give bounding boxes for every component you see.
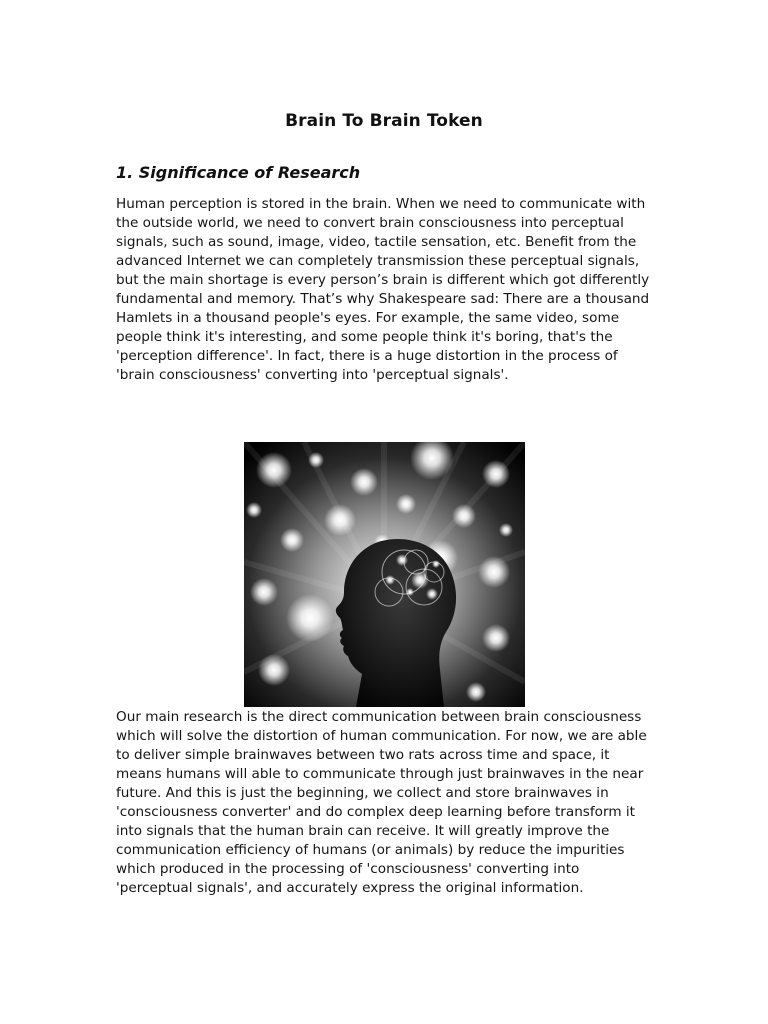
glowing-head-silhouette-icon	[244, 442, 525, 707]
document-title: Brain To Brain Token	[285, 111, 483, 131]
paragraph-main-research: Our main research is the direct communication between brain consciousness which will solve the distortion of human communication. For now, we are able to deliver simple brainwaves between two rats across time and space, it means humans will able to communicate through just brainwaves in the near future. And this is just the beginning, we collect and store brainwaves in 'consciousness converter' and do complex deep learning before transform it into signals that the human brain can receive. It will greatly improve the communication efficiency of humans (or animals) by reduce the impurities which produced in the processing of 'consciousness' converting into 'perceptual signals', and accurately express the original information.	[116, 709, 647, 896]
section-heading: 1. Significance of Research	[116, 163, 361, 182]
brain-illustration	[244, 442, 525, 707]
paragraph-intro: Human perception is stored in the brain. When we need to communicate with the outside world, we need to convert brain consciousness into perceptual signals, such as sound, image, video, tactile sensation, etc. Benefit from the advanced Internet we can completely transmission these perceptual signals, but the main shortage is every person’s brain is different which got differently fundamental and memory. That’s why Shakespeare sad: There are a thousand Hamlets in a thousand people's eyes. For example, the same video, some people think it's interesting, and some people think it's boring, that's the 'perception difference'. In fact, there is a huge distortion in the process of 'brain consciousness' converting into 'perceptual signals'.	[116, 196, 650, 383]
